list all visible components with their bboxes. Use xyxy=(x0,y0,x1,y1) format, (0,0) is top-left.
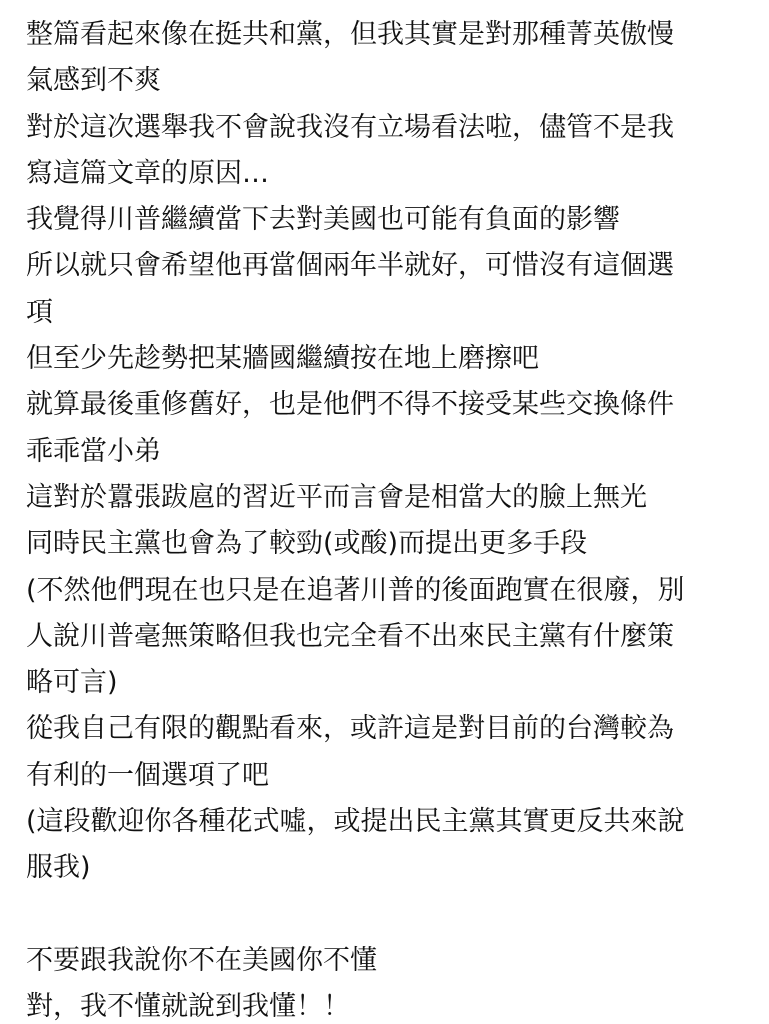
paragraph-gap xyxy=(26,892,749,938)
text-line: 服我) xyxy=(26,852,91,884)
text-line: 氣感到不爽 xyxy=(26,65,161,97)
text-line: 略可言) xyxy=(26,667,118,699)
text-line: (不然他們現在也只是在追著川普的後面跑實在很廢，別 xyxy=(26,574,685,606)
text-line: 對，我不懂就說到我懂！！ xyxy=(26,990,350,1022)
text-line: 寫這篇文章的原因… xyxy=(26,157,269,189)
text-line: 乖乖當小弟 xyxy=(26,435,161,467)
text-line: 所以就只會希望他再當個兩年半就好，可惜沒有這個選 xyxy=(26,250,674,282)
text-line: 我覺得川普繼續當下去對美國也可能有負面的影響 xyxy=(26,204,620,236)
text-line: 這對於囂張跋扈的習近平而言會是相當大的臉上無光 xyxy=(26,481,647,513)
paragraph-closing xyxy=(26,938,749,1024)
text-line: 項 xyxy=(26,296,53,328)
paragraph-main xyxy=(26,12,749,892)
text-line: 但至少先趁勢把某牆國繼續按在地上磨擦吧 xyxy=(26,343,539,375)
text-line: 不要跟我說你不在美國你不懂 xyxy=(26,944,377,976)
text-line: 有利的一個選項了吧 xyxy=(26,759,269,791)
text-line: 從我自己有限的觀點看來，或許這是對目前的台灣較為 xyxy=(26,713,674,745)
text-line: 同時民主黨也會為了較勁(或酸)而提出更多手段 xyxy=(26,528,588,560)
text-line: 人說川普毫無策略但我也完全看不出來民主黨有什麼策 xyxy=(26,620,674,652)
text-line: 整篇看起來像在挺共和黨，但我其實是對那種菁英傲慢 xyxy=(26,19,674,50)
text-line: 就算最後重修舊好，也是他們不得不接受某些交換條件 xyxy=(26,389,674,421)
text-line: (這段歡迎你各種花式噓，或提出民主黨其實更反共來說 xyxy=(26,806,685,838)
text-line: 對於這次選舉我不會說我沒有立場看法啦，儘管不是我 xyxy=(26,111,674,143)
